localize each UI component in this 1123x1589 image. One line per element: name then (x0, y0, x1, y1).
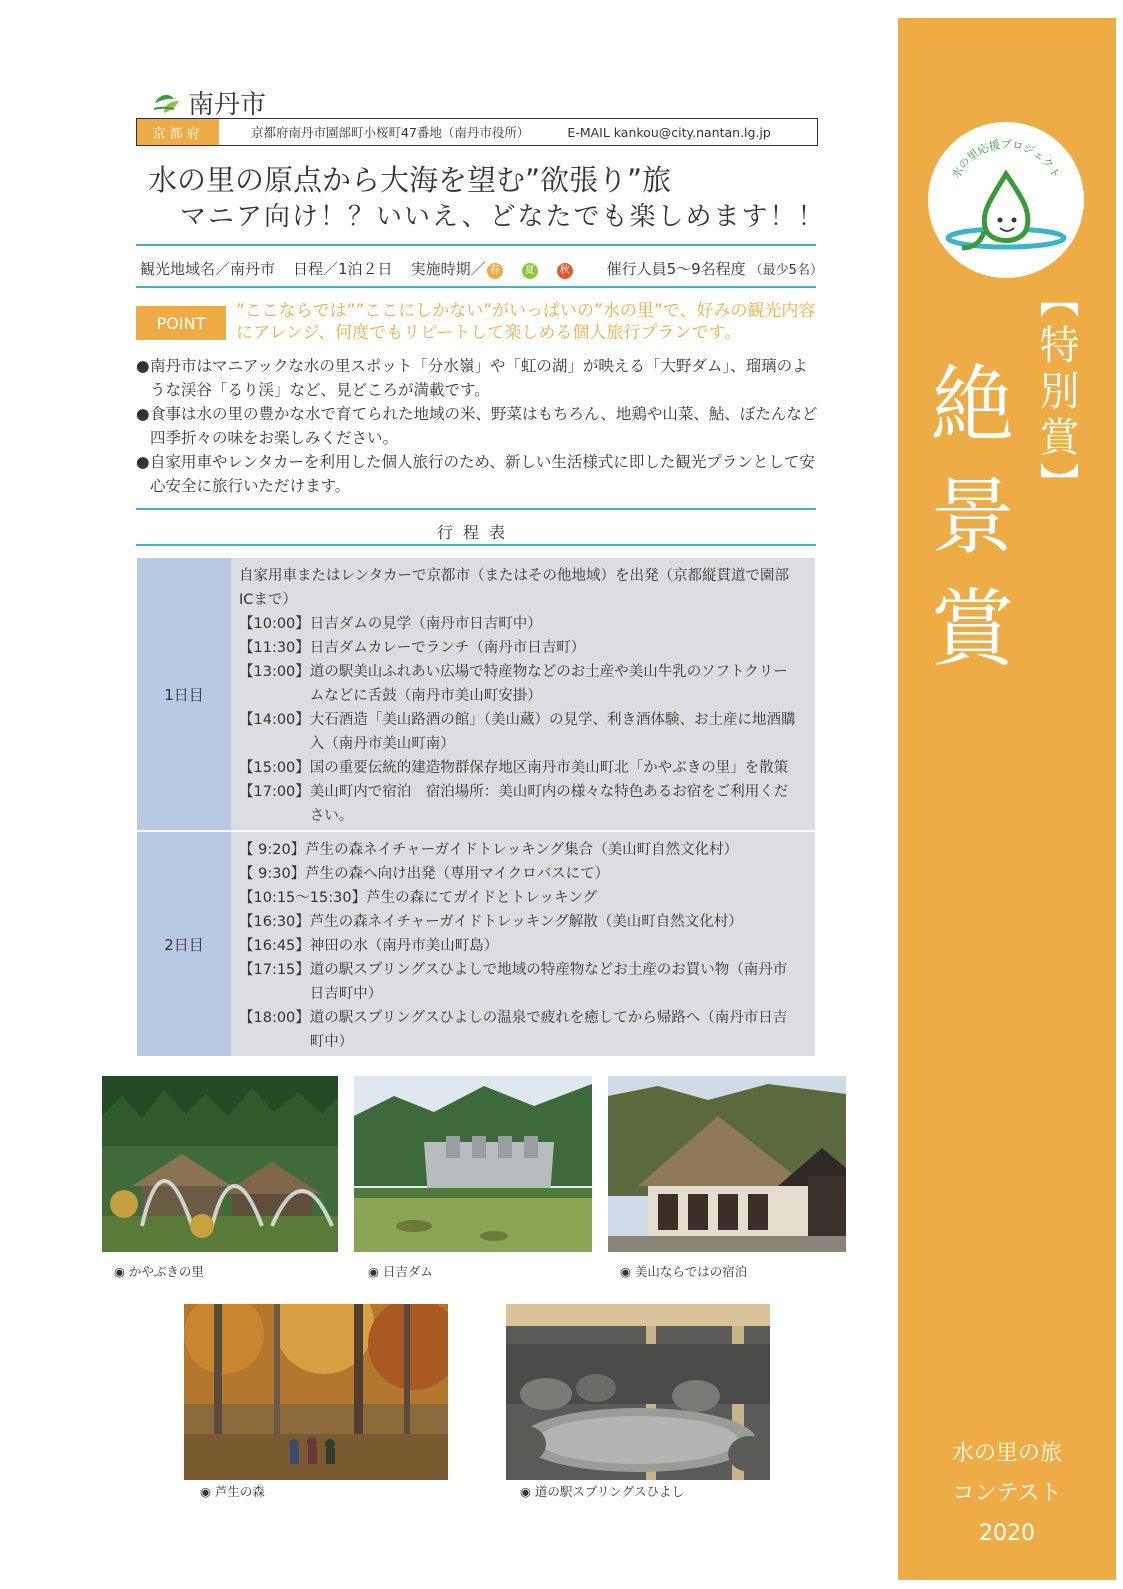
divider (136, 244, 816, 246)
group-size: 催行人員5～9名程度 (606, 260, 746, 278)
activity: 日吉ダムカレーでランチ（南丹市日吉町） (309, 640, 586, 656)
contest-year: 2020 (979, 1521, 1035, 1546)
activity: 芦生の森へ向け出発（専用マイクロバスにて） (305, 866, 610, 882)
divider (136, 508, 816, 510)
time: 【17:00】 (239, 784, 310, 800)
prefecture-label: 京都府 (137, 119, 219, 145)
time: 【10:00】 (239, 616, 310, 632)
activity: 日吉ダムの見学（南丹市日吉町中） (309, 616, 542, 632)
season-spring-badge: 春 (487, 263, 503, 279)
activity: 国の重要伝統的建造物群保存地区南丹市美山町北「かやぶきの里」を散策 (309, 760, 789, 776)
season-badges (486, 259, 591, 279)
address: 京都府南丹市園部町小桜町47番地（南丹市役所） (251, 125, 530, 140)
activity: 道の駅美山ふれあい広場で特産物などのお土産や美山牛乳のソフトクリームなどに舌鼓（南丹市美山町安掛） (309, 664, 788, 704)
tour-info (140, 258, 841, 279)
activity: 美山町内で宿泊 宿泊場所：美山町内の様々な特色あるお宿をご利用ください。 (309, 784, 789, 824)
activity: 道の駅スプリングスひよしの温泉で疲れを癒してから帰路へ（南丹市日吉町中） (309, 1010, 788, 1050)
activity: 道の駅スプリングスひよしで地域の特産物などお土産のお買い物（南丹市日吉町中） (309, 962, 788, 1002)
divider (136, 286, 816, 288)
caption-hiyoshi-dam: ◉ 日吉ダム (368, 1264, 433, 1279)
schedule-row (239, 708, 801, 756)
point-text: ”ここならでは””ここにしかない”がいっぱいの”水の里”で、好みの観光内容にアレンジ、何度でもリピートして楽しめる個人旅行プランです。 (236, 301, 816, 343)
schedule-row (239, 910, 801, 934)
schedule-row (239, 886, 801, 910)
highlights-list (136, 354, 820, 498)
contest-line-1: 水の里の旅 (951, 1441, 1062, 1466)
list-item: ● 食事は水の里の豊かな水で育てられた地域の米、野菜はもちろん、地鶏や山菜、鮎、ぼたんなど四季折々の味をお楽しみください。 (136, 402, 820, 450)
highlight-text: 南丹市はマニアックな水の里スポット「分水嶺」や「虹の湖」が映える「大野ダム」、瑠璃のような渓谷「るり渓」など、見どころが満載です。 (150, 357, 808, 399)
nantan-city-leaf-icon (152, 89, 182, 115)
time: 【16:45】 (239, 938, 310, 954)
highlight-text: 食事は水の里の豊かな水で育てられた地域の米、野菜はもちろん、地鶏や山菜、鮎、ぼたんなど四季折々の味をお楽しみください。 (150, 405, 818, 447)
activity: 芦生の森ネイチャーガイドトレッキング集合（美山町自然文化村） (305, 842, 739, 858)
contact-bar (136, 118, 818, 146)
time: 【11:30】 (239, 640, 310, 656)
activity: 神田の水（南丹市美山町島） (309, 938, 499, 954)
photo-ashiu-forest (184, 1304, 448, 1480)
time: 【13:00】 (239, 664, 310, 680)
email[interactable]: E-MAIL kankou@city.nantan.lg.jp (567, 124, 771, 140)
time: 【14:00】 (239, 712, 310, 728)
list-item: ● 南丹市はマニアックな水の里スポット「分水嶺」や「虹の湖」が映える「大野ダム」、瑠璃のような渓谷「るり渓」など、見どころが満載です。 (136, 354, 820, 402)
area: 観光地域名／南丹市 (140, 260, 276, 278)
group-minimum: （最少5名） (749, 263, 823, 278)
photo-springs-hiyoshi (506, 1304, 770, 1480)
schedule-row (239, 862, 801, 886)
schedule-row (239, 660, 801, 708)
photo-miyama-inn (608, 1076, 846, 1252)
day-items (231, 832, 815, 1056)
schedule-row (239, 958, 801, 1006)
schedule-row (239, 934, 801, 958)
project-badge (928, 122, 1084, 278)
award-title: 絶景賞 (917, 360, 1015, 696)
point-badge: POINT (136, 306, 226, 340)
list-item: ● 自家用車やレンタカーを利用した個人旅行のため、新しい生活様式に即した観光プランとして安心安全に旅行いただけます。 (136, 450, 820, 498)
period-label: 実施時期／ (410, 260, 486, 278)
caption-kayabuki-village: ◉ かやぶきの里 (114, 1264, 204, 1279)
time: 【17:15】 (239, 962, 310, 978)
photo-hiyoshi-dam (354, 1076, 592, 1252)
time: 【16:30】 (239, 914, 310, 930)
time: 【18:00】 (239, 1010, 310, 1026)
schedule-row (239, 612, 801, 636)
day-label: 2日目 (137, 832, 231, 1056)
city-name: 南丹市 (188, 89, 267, 120)
caption-miyama-inn: ◉ 美山ならではの宿泊 (620, 1264, 748, 1279)
caption-springs-hiyoshi: ◉ 道の駅スプリングスひよし (520, 1484, 685, 1499)
time: 【 9:30】 (239, 866, 306, 882)
page-subtitle: マニア向け！？いいえ、どなたでも楽しめます！！ (180, 202, 826, 232)
caption-ashiu-forest: ◉ 芦生の森 (200, 1484, 265, 1499)
schedule-day-2 (137, 832, 815, 1056)
special-award-label: 【特別賞】 (1033, 278, 1079, 508)
contest-name (898, 1434, 1116, 1554)
season-autumn-badge: 秋 (557, 263, 573, 279)
activity: 芦生の森にてガイドとトレッキング (366, 890, 598, 906)
time: 【15:00】 (239, 760, 310, 776)
activity: 芦生の森ネイチャーガイドトレッキング解散（美山町自然文化村） (309, 914, 743, 930)
schedule-title: 行程表 (436, 523, 515, 542)
contest-line-2: コンテスト (952, 1481, 1062, 1506)
day-items (231, 558, 815, 830)
water-drop-mascot-icon (928, 122, 1084, 278)
page-title: 水の里の原点から大海を望む”欲張り”旅 (148, 163, 672, 197)
time: 【10:15～15:30】 (239, 890, 367, 906)
time: 【 9:20】 (239, 842, 306, 858)
activity: 大石酒造「美山路酒の館」（美山蔵）の見学、利き酒体験、お土産に地酒購入（南丹市美山町南） (309, 712, 796, 752)
highlight-text: 自家用車やレンタカーを利用した個人旅行のため、新しい生活様式に即した観光プランとして安心安全に旅行いただけます。 (150, 453, 815, 495)
schedule-row (239, 756, 801, 780)
duration: 日程／1泊２日 (293, 260, 393, 278)
schedule-row (239, 1006, 801, 1054)
schedule-row (239, 780, 801, 828)
badge-text: 水の里応援プロジェクト (949, 137, 1063, 181)
season-summer-badge: 夏 (522, 263, 538, 279)
divider (136, 544, 816, 546)
day-intro: 自家用車またはレンタカーで京都市（またはその他地域）を出発（京都縦貫道で園部ICまで） (239, 568, 790, 608)
schedule-day-1 (137, 558, 815, 830)
photo-kayabuki-village (102, 1076, 338, 1252)
city-logo (152, 86, 266, 118)
day-label: 1日目 (137, 558, 231, 830)
schedule-row (239, 838, 801, 862)
schedule-row (239, 636, 801, 660)
